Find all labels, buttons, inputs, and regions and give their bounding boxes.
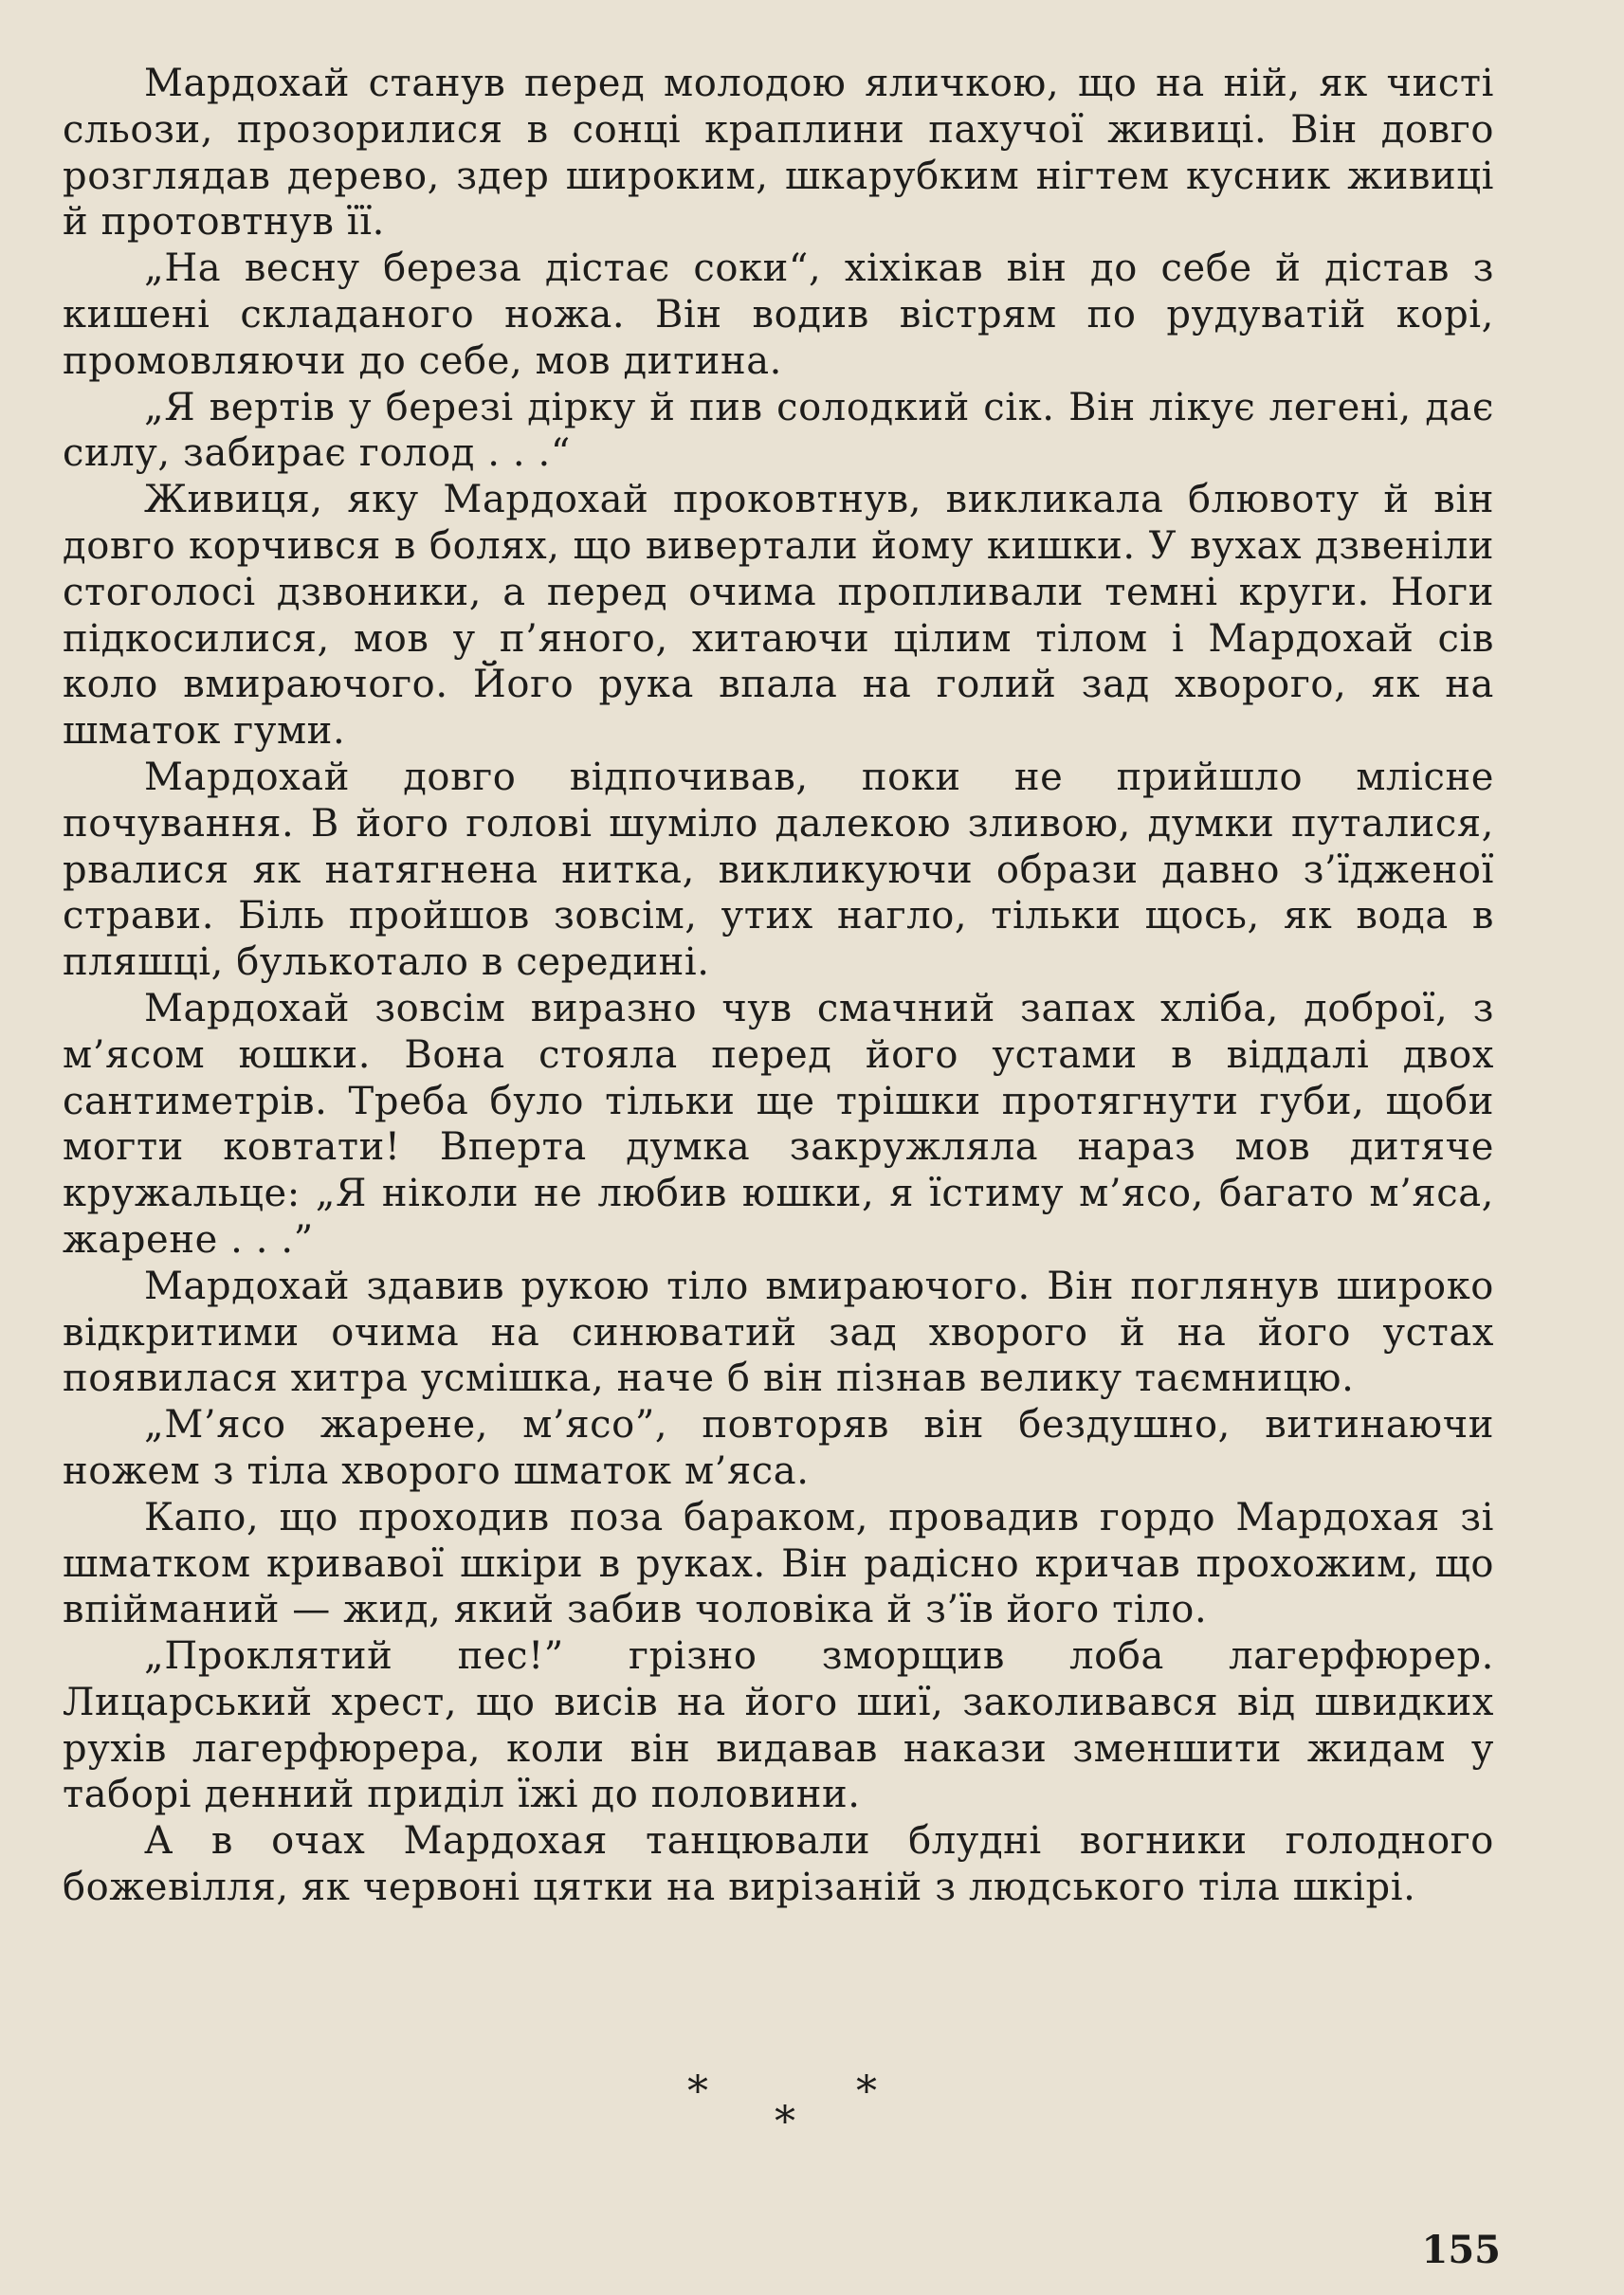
paragraph: Живиця, яку Мардохай проковтнув, викликала блювоту й він довго корчився в болях, що вивертали йому кишки. У вухах дзвеніли стоголосі дзвоники, а перед очима пропливали темні круги. Ноги підкосилися, мов у п’яного, хитаючи цілим тілом і Мардохай сів коло вмираючого. Його рука впала на голий зад хворого, як на шматок гуми. [63,478,1494,754]
page-number: 155 [1421,2228,1501,2272]
paragraph: Мардохай станув перед молодою яличкою, що на ній, як чисті сльози, прозорилися в сонці краплини пахучої живиці. Він довго розглядав дерево, здер широким, шкарубким нігтем кусник живиці й протовтнув її. [63,62,1494,245]
paragraph: Мардохай здавив рукою тіло вмираючого. Він поглянув широко відкритими очима на синюватий зад хворого й на його устах появилася хитра усмішка, наче б він пізнав велику таємницю. [63,1264,1494,1401]
separator-asterisk: * [687,2067,708,2116]
section-separator [668,2067,915,2147]
paragraph: „Я вертів у березі дірку й пив солодкий сік. Він лікує легені, дає силу, забирає голод . . .“ [63,385,1494,476]
paragraph: Мардохай довго відпочивав, поки не прийшло млісне почування. В його голові шуміло далекою зливою, думки путалися, рвалися як натягнена нитка, викликуючи образи давно з’їдженої страви. Біль пройшов зовсім, утих нагло, тільки щось, як вода в пляшці, булькотало в середині. [63,755,1494,985]
paragraph: „Проклятий пес!” грізно зморщив лоба лагерфюрер. Лицарський хрест, що висів на його шиї, заколивався від швидких рухів лагерфюрера, коли він видавав накази зменшити жидам у таборі денний приділ їжі до половини. [63,1634,1494,1817]
paragraph: Капо, що проходив поза бараком, провадив гордо Мардохая зі шматком кривавої шкіри в руках. Він радісно кричав прохожим, що впійманий — жид, який забив чоловіка й з’їв його тіло. [63,1495,1494,1632]
paragraph: „На весну береза дістає соки“, хіхікав він до себе й дістав з кишені складаного ножа. Він водив вістрям по рудуватій корі, промовляючи до себе, мов дитина. [63,246,1494,383]
body-text [63,61,1494,1911]
separator-asterisk: * [856,2067,877,2116]
paragraph: А в очах Мардохая танцювали блудні вогники голодного божевілля, як червоні цятки на вирізаній з людського тіла шкірі. [63,1819,1494,1910]
paragraph: „М’ясо жарене, м’ясо”, повторяв він бездушно, витинаючи ножем з тіла хворого шматок м’яса. [63,1403,1494,1493]
separator-asterisk: * [775,2098,795,2146]
paragraph: Мардохай зовсім виразно чув смачний запах хліба, доброї, з м’ясом юшки. Вона стояла перед його устами в віддалі двох сантиметрів. Треба було тільки ще трішки протягнути губи, щоби могти ковтати! Вперта думка закружляла нараз мов дитяче кружальце: „Я ніколи не любив юшки, я їстиму м’ясо, багато м’яса, жарене . . .” [63,986,1494,1262]
